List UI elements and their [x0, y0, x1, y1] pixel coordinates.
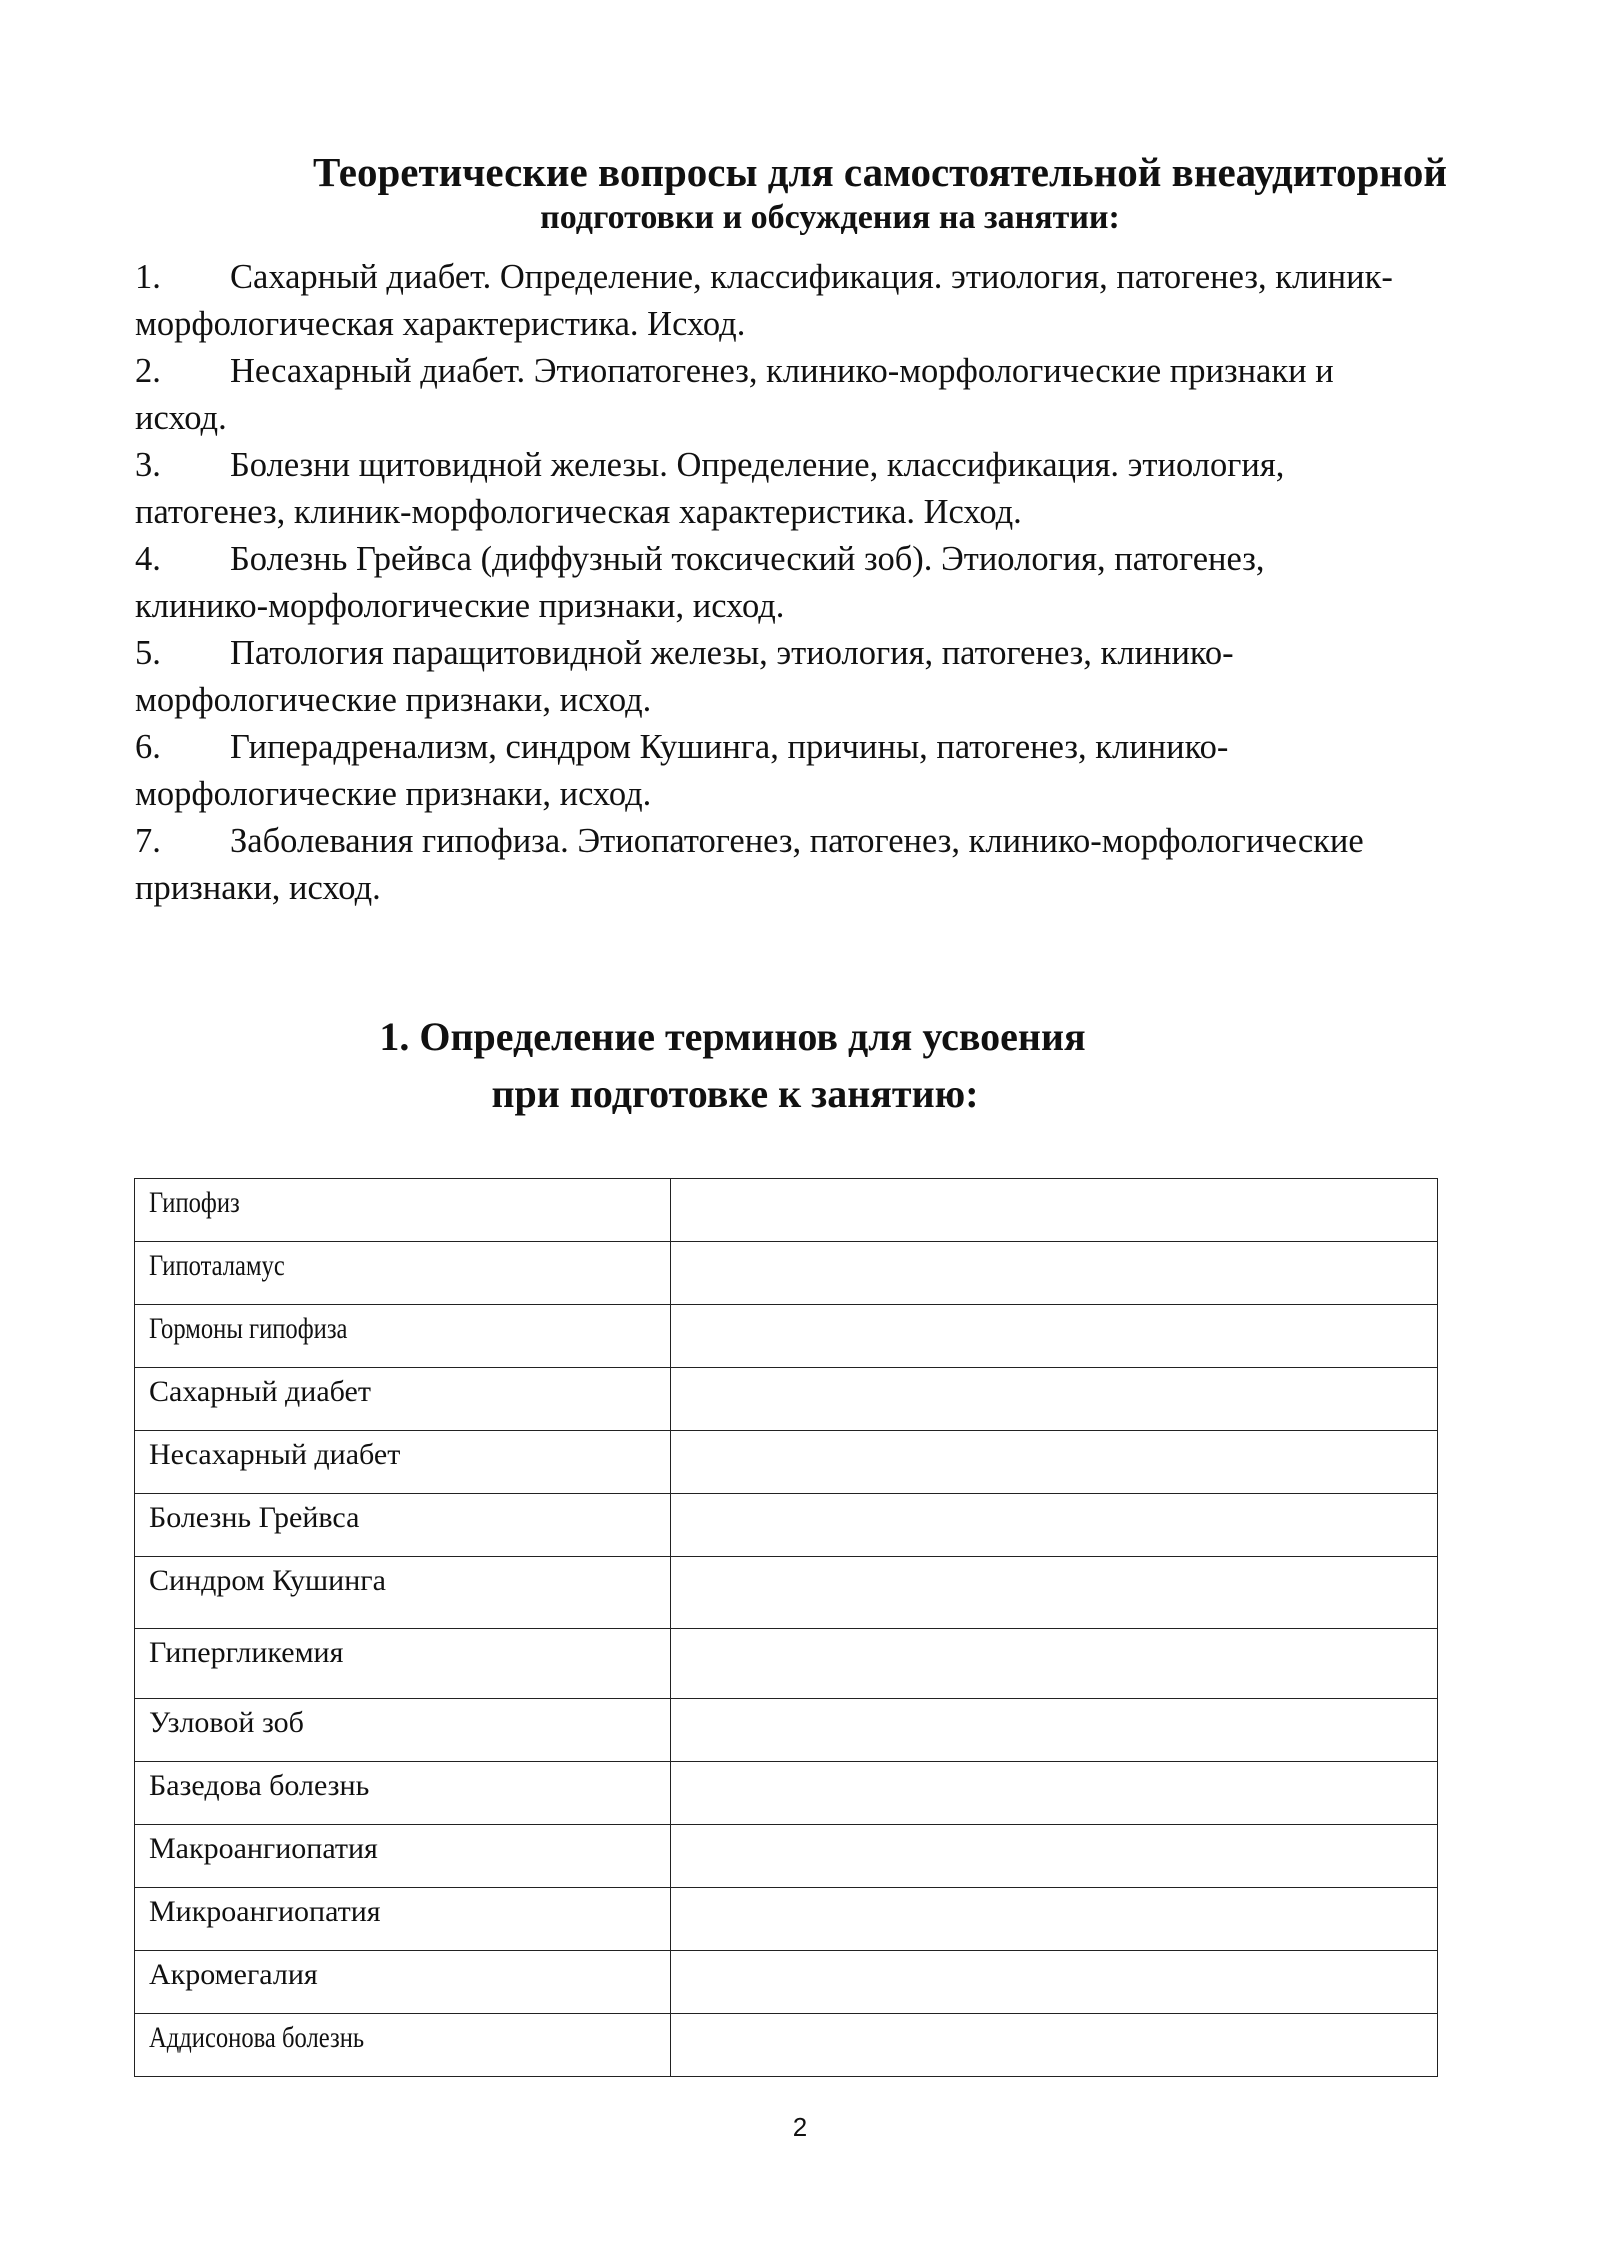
question-item	[135, 536, 1520, 630]
table-row	[135, 1762, 1438, 1825]
definition-cell[interactable]	[671, 1557, 1438, 1629]
term-cell	[135, 1368, 671, 1431]
table-row	[135, 1179, 1438, 1242]
definition-cell[interactable]	[671, 1629, 1438, 1699]
question-text-continued: морфологические признаки, исход.	[135, 775, 652, 813]
table-row	[135, 1242, 1438, 1305]
definition-cell[interactable]	[671, 1888, 1438, 1951]
term-cell	[135, 1699, 671, 1762]
term-cell	[135, 1888, 671, 1951]
terms-table	[134, 1178, 1438, 2077]
definition-cell[interactable]	[671, 1951, 1438, 2014]
question-item	[135, 630, 1520, 724]
table-row	[135, 1699, 1438, 1762]
question-item	[135, 818, 1520, 912]
term-cell	[135, 1557, 671, 1629]
term-cell	[135, 1179, 671, 1242]
table-row	[135, 1629, 1438, 1699]
question-text: Заболевания гипофиза. Этиопатогенез, патогенез, клинико-морфологические	[230, 822, 1364, 860]
term-label: Гипергликемия	[149, 1636, 344, 1669]
term-label: Макроангиопатия	[149, 1832, 378, 1865]
question-item	[135, 724, 1520, 818]
definition-cell[interactable]	[671, 1368, 1438, 1431]
question-item	[135, 254, 1520, 348]
term-label: Несахарный диабет	[149, 1438, 401, 1471]
term-cell	[135, 1431, 671, 1494]
term-label: Болезнь Грейвса	[149, 1501, 360, 1534]
definition-cell[interactable]	[671, 2014, 1438, 2077]
table-row	[135, 1305, 1438, 1368]
term-label: Узловой зоб	[149, 1706, 304, 1739]
term-label: Сахарный диабет	[149, 1375, 371, 1408]
term-label: Гипофиз	[149, 1186, 240, 1219]
question-text: Патология паращитовидной железы, этиология, патогенез, клинико-	[230, 634, 1234, 672]
section-heading-line-2: при подготовке к занятию:	[491, 1071, 979, 1116]
question-text: Сахарный диабет. Определение, классификация. этиология, патогенез, клиник-	[230, 258, 1393, 296]
definition-cell[interactable]	[671, 1494, 1438, 1557]
definition-cell[interactable]	[671, 1242, 1438, 1305]
question-number: 5.	[135, 634, 161, 672]
question-number: 4.	[135, 540, 161, 578]
question-number: 2.	[135, 352, 161, 390]
definition-cell[interactable]	[671, 1762, 1438, 1825]
definition-cell[interactable]	[671, 1825, 1438, 1888]
term-label: Аддисонова болезнь	[149, 2021, 365, 2054]
term-label: Базедова болезнь	[149, 1769, 370, 1802]
definition-cell[interactable]	[671, 1305, 1438, 1368]
question-number: 3.	[135, 446, 161, 484]
term-cell	[135, 2014, 671, 2077]
term-label: Акромегалия	[149, 1958, 318, 1991]
question-number: 1.	[135, 258, 161, 296]
definition-cell[interactable]	[671, 1179, 1438, 1242]
term-cell	[135, 1825, 671, 1888]
term-cell	[135, 1951, 671, 2014]
question-text-continued: признаки, исход.	[135, 869, 381, 907]
question-item	[135, 442, 1520, 536]
definition-cell[interactable]	[671, 1431, 1438, 1494]
term-label: Микроангиопатия	[149, 1895, 381, 1928]
table-row	[135, 1557, 1438, 1629]
theoretical-questions-heading	[135, 150, 1515, 236]
table-row	[135, 2014, 1438, 2077]
table-row	[135, 1888, 1438, 1951]
term-cell	[135, 1762, 671, 1825]
term-cell	[135, 1629, 671, 1699]
table-row	[135, 1951, 1438, 2014]
questions-list	[135, 254, 1520, 912]
section-heading-line-1: 1. Определение терминов для усвоения	[379, 1014, 1086, 1059]
question-item	[135, 348, 1520, 442]
heading-line-1: Теоретические вопросы для самостоятельной внеаудиторной	[313, 149, 1447, 195]
term-label: Гормоны гипофиза	[149, 1312, 348, 1345]
question-text: Болезни щитовидной железы. Определение, классификация. этиология,	[230, 446, 1285, 484]
question-text-continued: исход.	[135, 399, 227, 437]
table-row	[135, 1368, 1438, 1431]
question-number: 6.	[135, 728, 161, 766]
question-text: Болезнь Грейвса (диффузный токсический зоб). Этиология, патогенез,	[230, 540, 1265, 578]
page-number: 2	[792, 2112, 808, 2142]
term-cell	[135, 1242, 671, 1305]
question-text-continued: морфологическая характеристика. Исход.	[135, 305, 746, 343]
question-text: Несахарный диабет. Этиопатогенез, клинико-морфологические признаки и	[230, 352, 1334, 390]
terms-section-heading	[135, 1008, 1515, 1122]
table-row	[135, 1825, 1438, 1888]
question-text: Гиперадренализм, синдром Кушинга, причины, патогенез, клинико-	[230, 728, 1229, 766]
question-text-continued: клинико-морфологические признаки, исход.	[135, 587, 785, 625]
question-text-continued: патогенез, клиник-морфологическая характеристика. Исход.	[135, 493, 1022, 531]
term-cell	[135, 1305, 671, 1368]
term-label: Синдром Кушинга	[149, 1564, 386, 1597]
term-label: Гипоталамус	[149, 1249, 285, 1282]
table-row	[135, 1494, 1438, 1557]
table-row	[135, 1431, 1438, 1494]
heading-line-2: подготовки и обсуждения на занятии:	[540, 199, 1120, 237]
question-text-continued: морфологические признаки, исход.	[135, 681, 652, 719]
question-number: 7.	[135, 822, 161, 860]
definition-cell[interactable]	[671, 1699, 1438, 1762]
term-cell	[135, 1494, 671, 1557]
